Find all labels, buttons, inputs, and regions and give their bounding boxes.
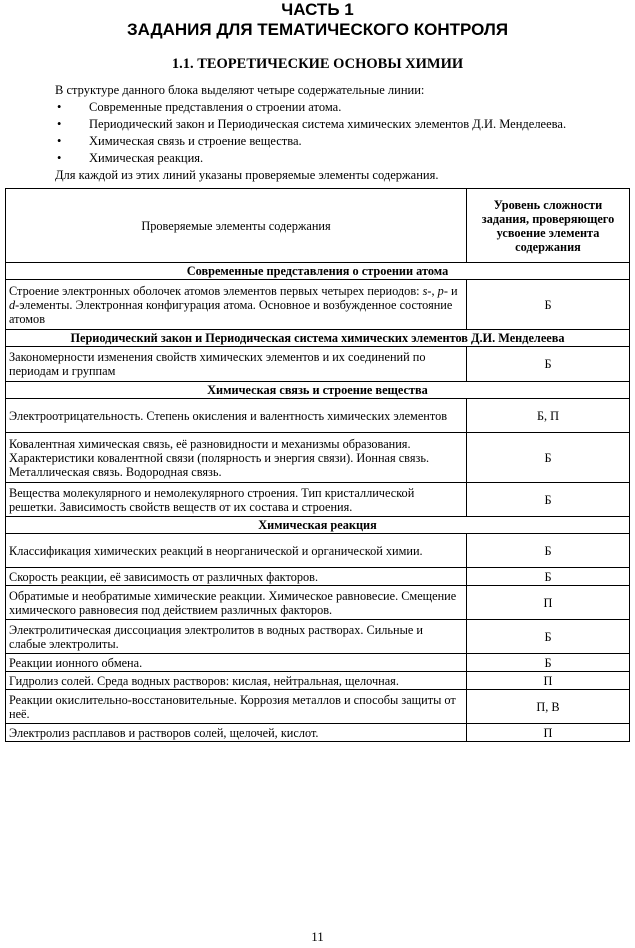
- table-row: [6, 620, 630, 654]
- element-text: Обратимые и необратимые химические реакции. Химическое равновесие. Смещение химического равновесия под действием различных факторов.: [6, 586, 467, 620]
- level-value: Б: [467, 654, 630, 672]
- group-title: Современные представления о строении атома: [6, 263, 630, 280]
- bullet-icon: •: [57, 134, 62, 148]
- list-item: • Современные представления о строении атома.: [57, 100, 342, 114]
- level-value: П, В: [467, 690, 630, 724]
- level-value: Б: [467, 568, 630, 586]
- level-value: Б: [467, 433, 630, 483]
- table-header-row: [6, 189, 630, 263]
- column-header-level: Уровень сложности задания, проверяющего усвоение элемента содержания: [467, 189, 630, 263]
- element-text: Скорость реакции, её зависимость от различных факторов.: [6, 568, 467, 586]
- group-title: Химическая реакция: [6, 517, 630, 534]
- group-row-periodic-law: [6, 330, 630, 347]
- table-row: [6, 568, 630, 586]
- element-text: Реакции ионного обмена.: [6, 654, 467, 672]
- table-row: [6, 672, 630, 690]
- element-text: Вещества молекулярного и немолекулярного строения. Тип кристаллической решетки. Зависимость свойств веществ от их состава и строения.: [6, 483, 467, 517]
- group-row-chemical-bond: [6, 382, 630, 399]
- element-text: Ковалентная химическая связь, её разновидности и механизмы образования. Характеристики ковалентной связи (полярность и энергия связи). Ионная связь. Металлическая связь. Водородная связь.: [6, 433, 467, 483]
- table-row: [6, 399, 630, 433]
- element-text: Реакции окислительно-восстановительные. Коррозия металлов и способы защиты от неё.: [6, 690, 467, 724]
- intro-lead: В структуре данного блока выделяют четыре содержательные линии:: [55, 83, 425, 97]
- level-value: Б: [467, 347, 630, 382]
- table-row: [6, 690, 630, 724]
- bullet-icon: •: [57, 151, 62, 165]
- group-title: Периодический закон и Периодическая система химических элементов Д.И. Менделеева: [6, 330, 630, 347]
- table-row: [6, 280, 630, 330]
- element-text: Электролиз расплавов и растворов солей, щелочей, кислот.: [6, 724, 467, 742]
- section-title: 1.1. ТЕОРЕТИЧЕСКИЕ ОСНОВЫ ХИМИИ: [171, 56, 464, 72]
- group-title: Химическая связь и строение вещества: [6, 382, 630, 399]
- element-text: Строение электронных оболочек атомов элементов первых четырех периодов: s-, p- и d-элементы. Электронная конфигурация атома. Основное и возбужденное состояние атомов: [6, 280, 467, 330]
- element-text: Гидролиз солей. Среда водных растворов: кислая, нейтральная, щелочная.: [6, 672, 467, 690]
- table-row: [6, 433, 630, 483]
- bullet-icon: •: [57, 117, 62, 131]
- level-value: Б: [467, 534, 630, 568]
- intro-block: [55, 82, 625, 184]
- level-value: Б: [467, 483, 630, 517]
- level-value: Б, П: [467, 399, 630, 433]
- table-row: [6, 724, 630, 742]
- element-text: Электролитическая диссоциация электролитов в водных растворах. Сильные и слабые электролиты.: [6, 620, 467, 654]
- level-value: П: [467, 672, 630, 690]
- element-text: Классификация химических реакций в неорганической и органической химии.: [6, 534, 467, 568]
- content-lines-list: [55, 99, 625, 167]
- bullet-icon: •: [57, 100, 62, 114]
- intro-closing: Для каждой из этих линий указаны проверяемые элементы содержания.: [55, 168, 439, 182]
- list-item: • Химическая связь и строение вещества.: [57, 134, 302, 148]
- element-text: Электроотрицательность. Степень окисления и валентность химических элементов: [6, 399, 467, 433]
- list-item: • Периодический закон и Периодическая система химических элементов Д.И. Менделеева.: [57, 117, 567, 131]
- group-row-atom: [6, 263, 630, 280]
- table-row: [6, 586, 630, 620]
- level-value: П: [467, 724, 630, 742]
- column-header-elements: Проверяемые элементы содержания: [6, 189, 467, 263]
- table-row: [6, 534, 630, 568]
- level-value: Б: [467, 280, 630, 330]
- element-text: Закономерности изменения свойств химических элементов и их соединений по периодам и группам: [6, 347, 467, 382]
- content-elements-table: [5, 188, 630, 742]
- group-row-chemical-reaction: [6, 517, 630, 534]
- level-value: Б: [467, 620, 630, 654]
- part-number: ЧАСТЬ 1: [281, 0, 354, 19]
- table-row: [6, 483, 630, 517]
- part-heading: [0, 0, 635, 40]
- level-value: П: [467, 586, 630, 620]
- list-item: • Химическая реакция.: [57, 151, 204, 165]
- part-subtitle: ЗАДАНИЯ ДЛЯ ТЕМАТИЧЕСКОГО КОНТРОЛЯ: [126, 20, 509, 39]
- page-number: 11: [311, 929, 324, 944]
- table-row: [6, 654, 630, 672]
- table-row: [6, 347, 630, 382]
